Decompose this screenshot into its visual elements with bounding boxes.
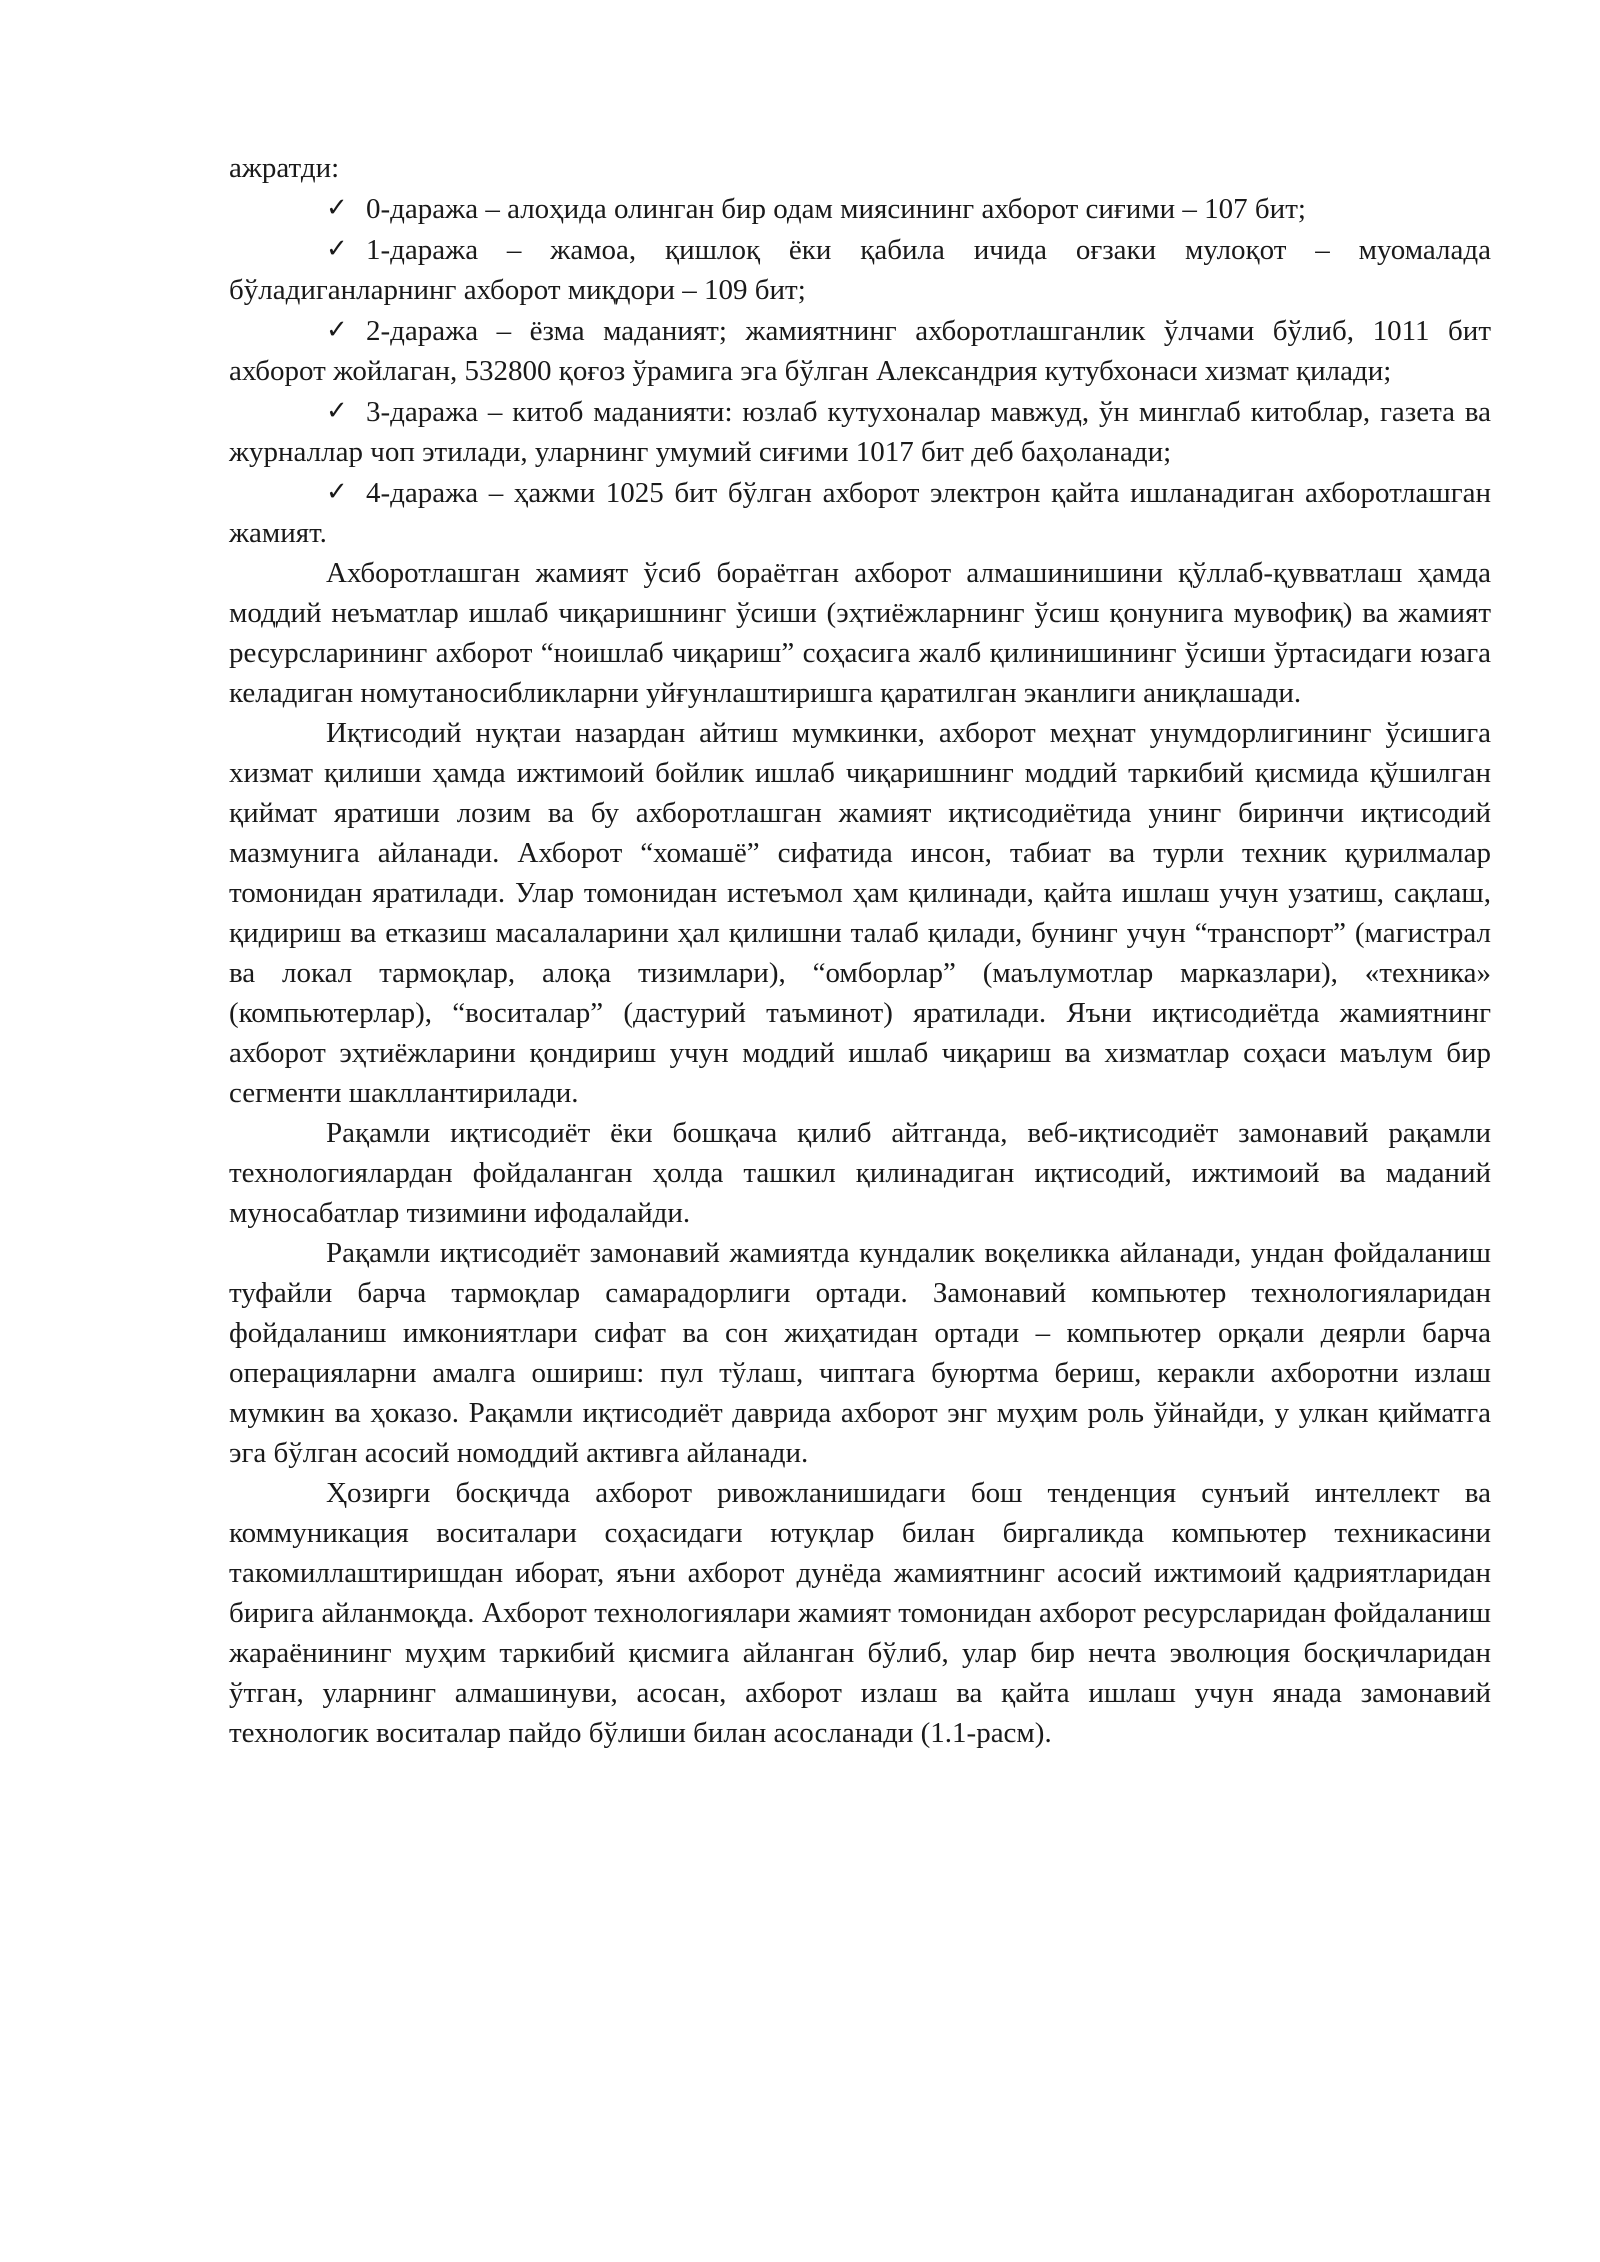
body-paragraph: Рақамли иқтисодиёт ёки бошқача қилиб айтганда, веб-иқтисодиёт замонавий рақамли технологиялардан фойдаланган ҳолда ташкил қилинадиган иқтисодий, ижтимоий ва маданий муносабатлар тизимини ифодалайди. xyxy=(229,1117,1491,1229)
body-paragraph: Ҳозирги босқичда ахборот ривожланишидаги бош тенденция сунъий интеллект ва коммуникация воситалари соҳасидаги ютуқлар билан биргаликда компьютер техникасини такомиллаштиришдан иборат, яъни ахборот дунёда жамиятнинг асосий ижтимоий қадриятларидан бирига айланмоқда. Ахборот технологиялари жамият томонидан ахборот ресурсларидан фойдаланиш жараёнининг муҳим таркибий қисмига айланган бўлиб, улар бир нечта эволюция босқичларидан ўтган, уларнинг алмашинуви, асосан, ахборот излаш ва қайта ишлаш учун янада замонавий технологик воситалар пайдо бўлиши билан асосланади (1.1-расм). xyxy=(229,1477,1491,1749)
bullet-text: 1-даража – жамоа, қишлоқ ёки қабила ичида оғзаки мулоқот – муомалада бўладиганларнинг ахборот миқдори – 109 бит; xyxy=(229,234,1491,306)
checkmark-icon: ✓ xyxy=(326,193,348,223)
bullet-item xyxy=(229,310,1491,391)
bullet-text: 2-даража – ёзма маданият; жамиятнинг ахборотлашганлик ўлчами бўлиб, 1011 бит ахборот жойлаган, 532800 қоғоз ўрамига эга бўлган Александрия кутубхонаси хизмат қилади; xyxy=(229,315,1491,387)
bullet-item xyxy=(229,188,1491,229)
body-paragraph: Рақамли иқтисодиёт замонавий жамиятда кундалик воқеликка айланади, ундан фойдаланиш туфайли барча тармоқлар самарадорлиги ортади. Замонавий компьютер технологияларидан фойдаланиш имкониятлари сифат ва сон жиҳатидан ортади – компьютер орқали деярли барча операцияларни амалга ошириш: пул тўлаш, чиптага буюртма бериш, керакли ахборотни излаш мумкин ва ҳоказо. Рақамли иқтисодиёт даврида ахборот энг муҳим роль ўйнайди, у улкан қийматга эга бўлган асосий номоддий активга айланади. xyxy=(229,1237,1491,1469)
bullet-item xyxy=(229,472,1491,553)
checkmark-icon: ✓ xyxy=(326,315,348,345)
document-page xyxy=(229,148,1491,1753)
bullet-item xyxy=(229,229,1491,310)
bullet-text: 0-даража – алоҳида олинган бир одам миясининг ахборот сиғими – 107 бит; xyxy=(366,193,1306,225)
body-paragraph: Иқтисодий нуқтаи назардан айтиш мумкинки, ахборот меҳнат унумдорлигининг ўсишига хизмат қилиши ҳамда ижтимоий бойлик ишлаб чиқаришнинг моддий таркибий қисмида қўшилган қиймат яратиши лозим ва бу ахборотлашган жамият иқтисодиётида унинг биринчи иқтисодий мазмунига айланади. Ахборот “хомашё” сифатида инсон, табиат ва турли техник қурилмалар томонидан яратилади. Улар томонидан истеъмол ҳам қилинади, қайта ишлаш учун узатиш, сақлаш, қидириш ва етказиш масалаларини ҳал қилишни талаб қилади, бунинг учун “транспорт” (магистрал ва локал тармоқлар, алоқа тизимлари), “омборлар” (маълумотлар марказлари), «техника» (компьютерлар), “воситалар” (дастурий таъминот) яратилади. Яъни иқтисодиётда жамиятнинг ахборот эҳтиёжларини қондириш учун моддий ишлаб чиқариш ва хизматлар соҳаси маълум бир сегменти шакллантирилади. xyxy=(229,717,1491,1109)
checkmark-icon: ✓ xyxy=(326,396,348,426)
bullet-text: 4-даража – ҳажми 1025 бит бўлган ахборот электрон қайта ишланадиган ахборотлашган жамият. xyxy=(229,477,1491,549)
bullet-item xyxy=(229,391,1491,472)
body-paragraph: Ахборотлашган жамият ўсиб бораётган ахборот алмашинишини қўллаб-қувватлаш ҳамда моддий неъматлар ишлаб чиқаришнинг ўсиши (эҳтиёжларнинг ўсиш қонунига мувофиқ) ва жамият ресурсларининг ахборот “ноишлаб чиқариш” соҳасига жалб қилинишининг ўсиши ўртасидаги юзага келадиган номутаносибликларни уйғунлаштиришга қаратилган эканлиги аниқлашади. xyxy=(229,557,1491,709)
checkmark-icon: ✓ xyxy=(326,234,348,264)
checkmark-icon: ✓ xyxy=(326,477,348,507)
bullet-text: 3-даража – китоб маданияти: юзлаб кутухоналар мавжуд, ўн минглаб китоблар, газета ва журналлар чоп этилади, уларнинг умумий сиғими 1017 бит деб баҳоланади; xyxy=(229,396,1491,468)
lead-line: ажратди: xyxy=(229,152,340,184)
